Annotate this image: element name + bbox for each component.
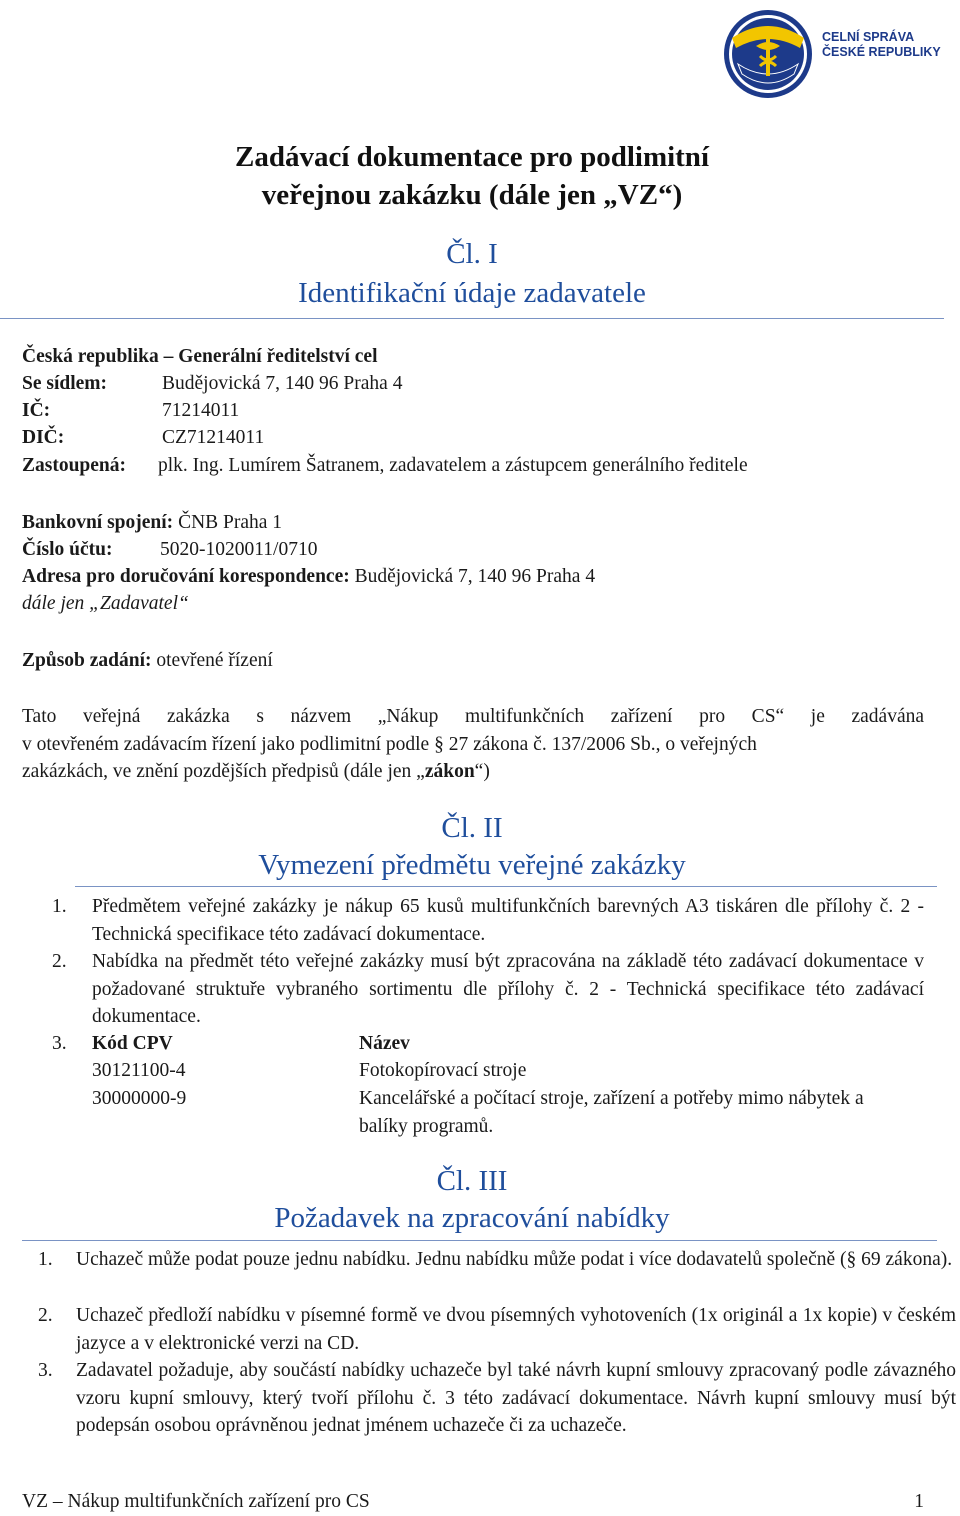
article-1-heading: Identifikační údaje zadavatele [298, 277, 646, 309]
customs-emblem-icon [722, 8, 814, 100]
ic-row [22, 398, 239, 424]
customs-logo [722, 8, 952, 100]
bank-value: ČNB Praha 1 [178, 512, 283, 533]
ic-label: IČ: [22, 400, 51, 421]
representative-row [22, 453, 748, 479]
representative-value: plk. Ing. Lumírem Šatranem, zadavatelem a zástupcem generálního ředitele [158, 455, 748, 476]
award-method-value: otevřené řízení [156, 650, 273, 671]
article-3-item-1-number: 1. [38, 1249, 53, 1270]
representative-label: Zastoupená: [22, 455, 127, 476]
cpv-row-2-name: Kancelářské a počítací stroje, zařízení a potřeby mimo nábytek a balíky programů. [359, 1088, 864, 1137]
cpv-header-name: Název [359, 1033, 410, 1054]
article-1-number: Čl. I [446, 238, 498, 270]
footer-document-name: VZ – Nákup multifunkčních zařízení pro CS [22, 1491, 370, 1512]
address-label: Adresa pro doručování korespondence: [22, 566, 350, 587]
seat-value: Budějovická 7, 140 96 Praha 4 [162, 373, 403, 394]
logo-name-line1: CELNÍ SPRÁVA [822, 30, 915, 44]
seat-label: Se sídlem: [22, 373, 108, 394]
cpv-row-1-code: 30121100-4 [92, 1060, 186, 1081]
document-title-line2: veřejnou zakázku (dále jen „VZ“) [261, 179, 683, 211]
footer-page-number: 1 [914, 1491, 924, 1512]
address-value: Budějovická 7, 140 96 Praha 4 [354, 566, 596, 587]
account-value: 5020-1020011/0710 [160, 539, 318, 560]
article-3-item-1-text: Uchazeč může podat pouze jednu nabídku. Jednu nabídku může podat i více dodavatelů společně (§ 69 zákona). [76, 1249, 953, 1270]
article-3-number: Čl. III [436, 1165, 508, 1197]
article-2-heading: Vymezení předmětu veřejné zakázky [258, 849, 686, 881]
page-footer [22, 1490, 924, 1514]
article-2-item-1-text: Předmětem veřejné zakázky je nákup 65 kusů multifunkčních barevných A3 tiskáren dle přílohy č. 2 - Technická specifikace této zadávací dokumentace. [92, 896, 924, 945]
article-2-item-2-text: Nabídka na předmět této veřejné zakázky musí být zpracována na základě této zadávací dokumentace v požadované struktuře vybraného sortimentu dle přílohy č. 2 - Technická specifikace této zadávací dokumentace. [92, 951, 924, 1027]
article-3-divider [22, 1240, 937, 1241]
dic-label: DIČ: [22, 427, 65, 448]
article-3-item-2-text: Uchazeč předloží nabídku v písemné formě ve dvou písemných vyhotoveních (1x originál a 1x kopie) v českém jazyce a v elektronické verzi na CD. [76, 1305, 956, 1354]
authority-alias: dále jen „Zadavatel“ [22, 593, 189, 614]
article-3-item-3-text: Zadavatel požaduje, aby součástí nabídky uchazeče byl také návrh kupní smlouvy zpracovaný podle závazného vzoru kupní smlouvy, který tvoří přílohu č. 3 této zadávací dokumentace. Návrh kupní smlouvy musí být podepsán osobou oprávněnou jednat jménem uchazeče či za uchazeče. [76, 1360, 956, 1436]
cpv-row-1-name: Fotokopírovací stroje [359, 1060, 527, 1081]
intro-line2: v otevřeném zadávacím řízení jako podlimitní podle § 27 zákona č. 137/2006 Sb., o veřejných [22, 733, 757, 755]
intro-line3: zakázkách, ve znění pozdějších předpisů (dále jen „zákon“) [22, 761, 490, 782]
logo-wordmark [822, 30, 941, 60]
article-2-item-1-number: 1. [52, 896, 67, 917]
article-1-divider [0, 318, 944, 319]
document-title-line1: Zadávací dokumentace pro podlimitní [235, 141, 709, 173]
dic-row [22, 425, 264, 451]
address-row [22, 564, 595, 590]
cpv-row-2-code: 30000000-9 [92, 1088, 187, 1109]
account-label: Číslo účtu: [22, 539, 113, 560]
bank-row [22, 510, 282, 536]
seat-row [22, 371, 402, 397]
contracting-authority-name: Česká republika – Generální ředitelství cel [22, 346, 378, 367]
account-row [22, 537, 317, 563]
award-method-label: Způsob zadání: [22, 650, 152, 671]
cpv-header-code: Kód CPV [92, 1033, 173, 1054]
ic-value: 71214011 [162, 400, 240, 421]
bank-label: Bankovní spojení: [22, 512, 174, 533]
article-3-item-2-number: 2. [38, 1305, 53, 1326]
article-3-item-3-number: 3. [38, 1360, 53, 1381]
article-3-heading: Požadavek na zpracování nabídky [274, 1202, 670, 1234]
article-2-item-3-number: 3. [52, 1033, 67, 1054]
article-2-item-2-number: 2. [52, 951, 67, 972]
award-method-row [22, 648, 273, 674]
dic-value: CZ71214011 [162, 427, 265, 448]
logo-name-line2: ČESKÉ REPUBLIKY [822, 45, 941, 59]
article-2-divider [75, 886, 937, 887]
intro-line1: Tato veřejná zakázka s názvem „Nákup multifunkčních zařízení pro CS“ je zadávána [22, 706, 924, 727]
article-2-number: Čl. II [441, 812, 503, 844]
intro-paragraph [22, 703, 924, 786]
